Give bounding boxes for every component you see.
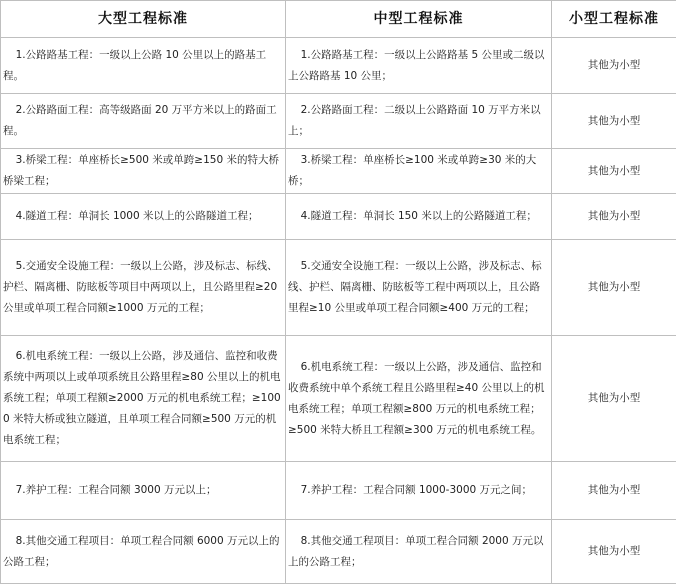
cell-medium: 7.养护工程：工程合同额 1000-3000 万元之间；	[286, 462, 552, 520]
cell-small: 其他为小型	[552, 194, 676, 240]
table-row	[1, 149, 676, 194]
header-medium: 中型工程标准	[286, 1, 552, 38]
cell-small: 其他为小型	[552, 336, 676, 462]
cell-medium: 3.桥梁工程：单座桥长≥100 米或单跨≥30 米的大桥；	[286, 149, 552, 194]
cell-medium: 8.其他交通工程项目：单项工程合同额 2000 万元以上的公路工程；	[286, 520, 552, 584]
cell-large: 4.隧道工程：单洞长 1000 米以上的公路隧道工程；	[1, 194, 286, 240]
cell-small: 其他为小型	[552, 38, 676, 94]
cell-small: 其他为小型	[552, 149, 676, 194]
cell-large: 3.桥梁工程：单座桥长≥500 米或单跨≥150 米的特大桥桥梁工程；	[1, 149, 286, 194]
table-row	[1, 94, 676, 149]
cell-small: 其他为小型	[552, 240, 676, 336]
table-row	[1, 462, 676, 520]
table-row	[1, 240, 676, 336]
cell-large: 2.公路路面工程：高等级路面 20 万平方米以上的路面工程。	[1, 94, 286, 149]
cell-small: 其他为小型	[552, 94, 676, 149]
table-row	[1, 38, 676, 94]
cell-large: 8.其他交通工程项目：单项工程合同额 6000 万元以上的公路工程；	[1, 520, 286, 584]
cell-medium: 6.机电系统工程：一级以上公路，涉及通信、监控和收费系统中单个系统工程且公路里程≥40 公里以上的机电系统工程；单项工程额≥800 万元的机电系统工程；≥500 米特大桥且工程额≥300 万元的机电系统工程。	[286, 336, 552, 462]
cell-large: 5.交通安全设施工程：一级以上公路，涉及标志、标线、护栏、隔离栅、防眩板等项目中两项以上，且公路里程≥20 公里或单项工程合同额≥1000 万元的工程；	[1, 240, 286, 336]
cell-large: 6.机电系统工程：一级以上公路，涉及通信、监控和收费系统中两项以上或单项系统且公路里程≥80 公里以上的机电系统工程；单项工程额≥2000 万元的机电系统工程；≥1000 米特大桥或独立隧道，且单项工程合同额≥500 万元的机电系统工程；	[1, 336, 286, 462]
cell-large: 7.养护工程：工程合同额 3000 万元以上；	[1, 462, 286, 520]
cell-small: 其他为小型	[552, 462, 676, 520]
table-header-row	[1, 1, 676, 38]
table-row	[1, 520, 676, 584]
cell-medium: 5.交通安全设施工程：一级以上公路，涉及标志、标线、护栏、隔离栅、防眩板等工程中两项以上，且公路里程≥10 公里或单项工程合同额≥400 万元的工程；	[286, 240, 552, 336]
cell-medium: 2.公路路面工程：二级以上公路路面 10 万平方米以上；	[286, 94, 552, 149]
table-row	[1, 336, 676, 462]
cell-medium: 1.公路路基工程：一级以上公路路基 5 公里或二级以上公路路基 10 公里；	[286, 38, 552, 94]
cell-large: 1.公路路基工程：一级以上公路 10 公里以上的路基工程。	[1, 38, 286, 94]
cell-medium: 4.隧道工程：单洞长 150 米以上的公路隧道工程；	[286, 194, 552, 240]
table-row	[1, 194, 676, 240]
header-large: 大型工程标准	[1, 1, 286, 38]
cell-small: 其他为小型	[552, 520, 676, 584]
header-small: 小型工程标准	[552, 1, 676, 38]
